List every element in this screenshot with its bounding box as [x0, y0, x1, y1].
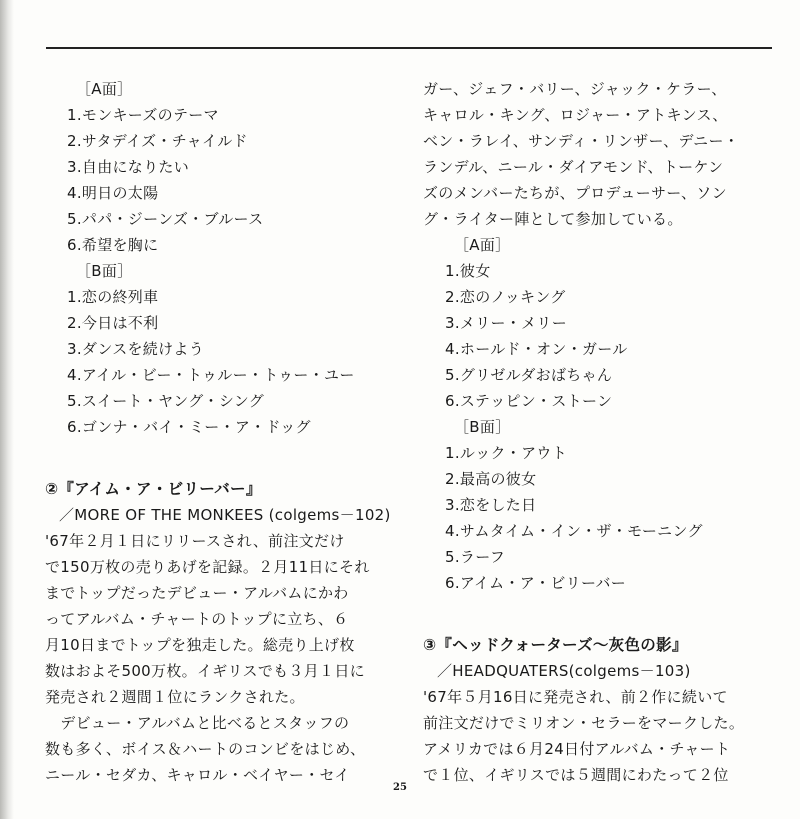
track-item: 2.最高の彼女 [445, 470, 537, 488]
track-item: 5.グリゼルダおばちゃん [445, 366, 613, 384]
text-line: '67年５月16日に発売され、前２作に続いて [423, 688, 728, 706]
track-item: 5.ラーフ [445, 548, 506, 566]
side-a-heading: ［A面］ [76, 80, 133, 98]
page-number: 25 [393, 782, 407, 793]
text-line: 月10日までトップを独走した。総売り上げ枚 [45, 636, 355, 654]
text-line: で１位、イギリスでは５週間にわたって２位 [423, 766, 729, 784]
side-a-heading: ［A面］ [454, 236, 511, 254]
text-line: キャロル・キング、ロジャー・アトキンス、 [423, 106, 728, 124]
track-item: 1.モンキーズのテーマ [67, 106, 219, 124]
text-line: ベン・ラレイ、サンディ・リンザー、デニー・ [423, 132, 740, 150]
track-item: 6.アイム・ア・ビリーバー [445, 574, 627, 592]
side-b-heading: ［B面］ [76, 262, 133, 280]
text-line: グ・ライター陣として参加している。 [423, 210, 683, 228]
track-item: 1.彼女 [445, 262, 491, 280]
track-item: 5.パパ・ジーンズ・ブルース [67, 210, 264, 228]
track-item: 5.スイート・ヤング・シング [67, 392, 265, 410]
side-a-tracklist [45, 102, 405, 258]
text-line: ってアルバム・チャートのトップに立ち、６ [45, 610, 349, 628]
left-column [45, 76, 405, 788]
text-line: ニール・セダカ、キャロル・ベイヤー・セイ [45, 766, 350, 784]
spacer [45, 440, 405, 466]
side-b-heading: ［B面］ [454, 418, 511, 436]
text-line: 前注文だけでミリオン・セラーをマークした。 [423, 714, 745, 732]
side-b-tracklist [45, 284, 405, 440]
text-line: デビュー・アルバムと比べるとスタッフの [45, 714, 350, 732]
track-item: 1.恋の終列車 [67, 288, 159, 306]
album-subtitle: ／HEADQUATERS(colgems－103) [437, 662, 691, 680]
text-line: 数はおよそ500万枚。イギリスでも３月１日に [45, 662, 365, 680]
track-item: 6.希望を胸に [67, 236, 159, 254]
side-b-tracklist [423, 440, 783, 596]
track-item: 2.サタデイズ・チャイルド [67, 132, 248, 150]
album-title: ③『ヘッドクォーターズ～灰色の影』 [423, 636, 688, 654]
text-line: で150万枚の売りあげを記録。２月11日にそれ [45, 558, 370, 576]
right-column [423, 76, 783, 788]
side-a-tracklist [423, 258, 783, 414]
track-item: 6.ステッピン・ストーン [445, 392, 613, 410]
text-line: ズのメンバーたちが、プロデューサー、ソン [423, 184, 727, 202]
text-line: アメリカでは６月24日付アルバム・チャート [423, 740, 731, 758]
album-description [423, 684, 783, 788]
text-line: 数も多く、ボイス＆ハートのコンビをはじめ、 [45, 740, 366, 758]
text-line: ランデル、ニール・ダイアモンド、トーケン [423, 158, 724, 176]
header-rule [46, 47, 772, 49]
text-line: までトップだったデビュー・アルバムにかわ [45, 584, 349, 602]
album-description [45, 528, 405, 788]
track-item: 3.自由になりたい [67, 158, 190, 176]
track-item: 2.今日は不利 [67, 314, 159, 332]
page-edge-shadow [0, 0, 14, 819]
track-item: 3.メリー・メリー [445, 314, 568, 332]
spacer [423, 596, 783, 622]
text-line: '67年２月１日にリリースされ、前注文だけ [45, 532, 345, 550]
track-item: 2.恋のノッキング [445, 288, 566, 306]
track-item: 4.サムタイム・イン・ザ・モーニング [445, 522, 703, 540]
track-item: 1.ルック・アウト [445, 444, 568, 462]
track-item: 4.アイル・ビー・トゥルー・トゥー・ユー [67, 366, 355, 384]
album-subtitle: ／MORE OF THE MONKEES (colgems－102) [59, 506, 391, 524]
track-item: 6.ゴンナ・バイ・ミー・ア・ドッグ [67, 418, 311, 436]
track-item: 4.ホールド・オン・ガール [445, 340, 628, 358]
continued-text [423, 76, 783, 232]
text-line: 発売され２週間１位にランクされた。 [45, 688, 305, 706]
text-line: ガー、ジェフ・バリー、ジャック・ケラー、 [423, 80, 727, 98]
track-item: 4.明日の太陽 [67, 184, 159, 202]
album-title: ②『アイム・ア・ビリーバー』 [45, 480, 262, 498]
track-item: 3.恋をした日 [445, 496, 537, 514]
track-item: 3.ダンスを続けよう [67, 340, 205, 358]
